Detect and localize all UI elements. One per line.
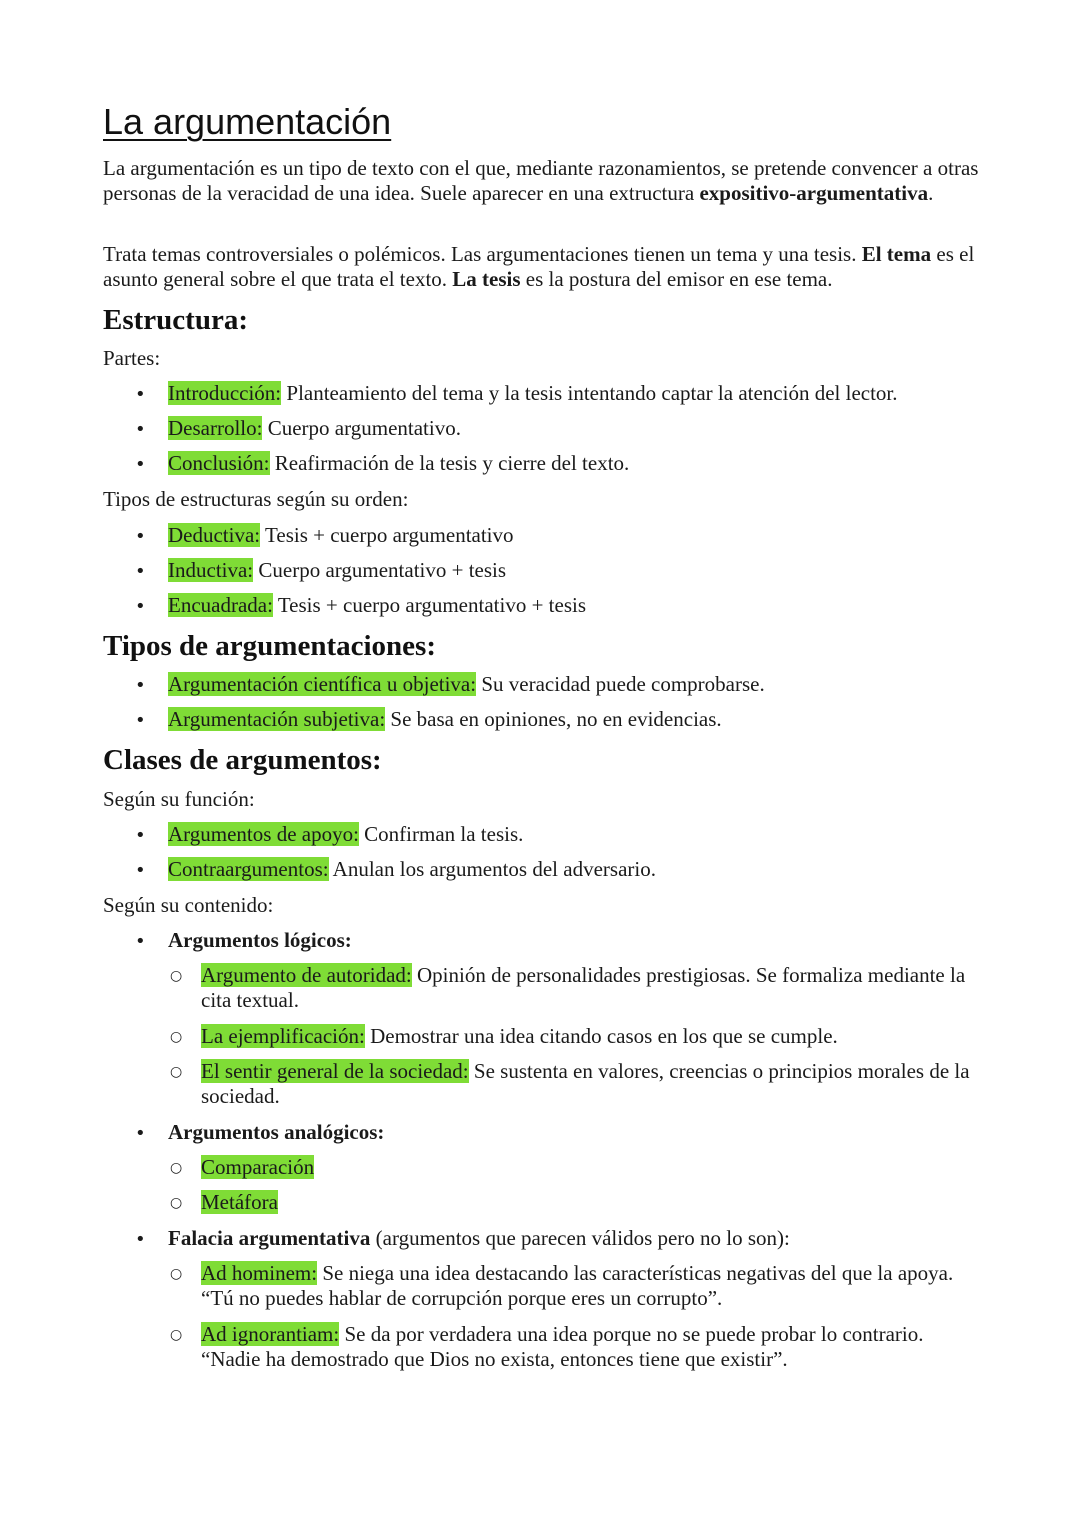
heading-estructura: Estructura:	[103, 304, 248, 336]
highlighted-term: Argumentos de apoyo:	[168, 822, 359, 846]
item-text: Cuerpo argumentativo + tesis	[253, 558, 507, 582]
bullet-icon: •	[135, 1229, 146, 1250]
highlighted-term: Argumento de autoridad:	[201, 963, 412, 987]
list-item	[168, 558, 506, 583]
bold-term-tesis: La tesis	[452, 267, 521, 291]
item-text: Se sustenta en valores, creencias o principios morales de la sociedad.	[201, 1059, 970, 1108]
bullet-icon: •	[135, 1123, 146, 1144]
intro-paragraph-1	[103, 156, 983, 206]
item-text: Tesis + cuerpo argumentativo	[260, 523, 514, 547]
list-item-falacia	[168, 1226, 790, 1251]
list-item	[168, 381, 898, 406]
bold-term: Falacia argumentativa	[168, 1226, 371, 1250]
circle-bullet-icon: ○	[170, 1160, 183, 1176]
highlighted-term: Ad ignorantiam:	[201, 1322, 340, 1346]
list-item-analogicos: Argumentos analógicos:	[168, 1120, 385, 1144]
intro-paragraph-2	[103, 242, 983, 292]
highlighted-term: Argumentación científica u objetiva:	[168, 672, 477, 696]
highlighted-term: Inductiva:	[168, 558, 254, 582]
bullet-icon: •	[135, 419, 146, 440]
bullet-icon: •	[135, 825, 146, 846]
highlighted-term: Encuadrada:	[168, 593, 273, 617]
sub-list-item	[201, 1190, 278, 1215]
intro-text: Trata temas controversiales o polémicos. Las argumentaciones tienen un tema y una tesis.	[103, 242, 862, 266]
highlighted-term: Introducción:	[168, 381, 282, 405]
label-tipos-estructuras: Tipos de estructuras según su orden:	[103, 487, 409, 511]
sub-list-item	[201, 1261, 961, 1311]
circle-bullet-icon: ○	[170, 968, 183, 984]
highlighted-term: Desarrollo:	[168, 416, 263, 440]
label-segun-funcion: Según su función:	[103, 787, 255, 811]
bullet-icon: •	[135, 710, 146, 731]
bullet-icon: •	[135, 561, 146, 582]
item-text: Se basa en opiniones, no en evidencias.	[385, 707, 722, 731]
item-text: Confirman la tesis.	[358, 822, 524, 846]
sub-list-item	[201, 1024, 991, 1049]
item-text: Reafirmación de la tesis y cierre del texto.	[269, 451, 630, 475]
item-text: Demostrar una idea citando casos en los que se cumple.	[364, 1024, 838, 1048]
circle-bullet-icon: ○	[170, 1064, 183, 1080]
page-title: La argumentación	[103, 101, 392, 142]
item-text: Se niega una idea destacando las características negativas del que la apoya. “Tú no puedes hablar de corrupción porque eres un corrupto”.	[201, 1261, 954, 1310]
intro-text: La argumentación es un tipo de texto con el que, mediante razonamientos, se pretende convencer a otras personas de la veracidad de una idea. Suele aparecer en una extructura	[103, 156, 979, 205]
bullet-icon: •	[135, 526, 146, 547]
highlighted-term: Argumentación subjetiva:	[168, 707, 386, 731]
sub-list-item	[201, 1059, 991, 1109]
highlighted-term: Ad hominem:	[201, 1261, 318, 1285]
intro-bold-term: expositivo-argumentativa	[699, 181, 929, 205]
intro-text: es el asunto general sobre el que trata el texto.	[103, 242, 975, 291]
bold-term-tema: El tema	[861, 242, 932, 266]
list-item	[168, 707, 722, 732]
intro-text-end: .	[928, 181, 934, 205]
list-item	[168, 416, 461, 441]
circle-bullet-icon: ○	[170, 1266, 183, 1282]
highlighted-term: La ejemplificación:	[201, 1024, 365, 1048]
list-item-logicos: Argumentos lógicos:	[168, 928, 352, 952]
bullet-icon: •	[135, 454, 146, 475]
list-item	[168, 593, 586, 618]
list-item	[168, 857, 656, 882]
intro-text: es la postura del emisor en ese tema.	[520, 267, 833, 291]
item-text: Anulan los argumentos del adversario.	[328, 857, 656, 881]
item-text: (argumentos que parecen válidos pero no lo son):	[370, 1226, 790, 1250]
heading-clases-argumentos: Clases de argumentos:	[103, 744, 382, 776]
item-text: Tesis + cuerpo argumentativo + tesis	[272, 593, 587, 617]
circle-bullet-icon: ○	[170, 1327, 183, 1343]
heading-tipos-argumentaciones: Tipos de argumentaciones:	[103, 630, 436, 662]
item-text: Planteamiento del tema y la tesis intentando captar la atención del lector.	[281, 381, 898, 405]
bullet-icon: •	[135, 596, 146, 617]
label-segun-contenido: Según su contenido:	[103, 893, 274, 917]
sub-list-item	[201, 963, 991, 1013]
highlighted-term: Metáfora	[201, 1190, 278, 1214]
bullet-icon: •	[135, 384, 146, 405]
list-item	[168, 523, 514, 548]
highlighted-term: Comparación	[201, 1155, 315, 1179]
list-item	[168, 672, 765, 697]
bullet-icon: •	[135, 931, 146, 952]
circle-bullet-icon: ○	[170, 1029, 183, 1045]
sub-list-item	[201, 1322, 971, 1372]
highlighted-term: Deductiva:	[168, 523, 261, 547]
bullet-icon: •	[135, 675, 146, 696]
list-item	[168, 822, 523, 847]
item-text: Su veracidad puede comprobarse.	[476, 672, 765, 696]
circle-bullet-icon: ○	[170, 1195, 183, 1211]
list-item	[168, 451, 629, 476]
item-text: Opinión de personalidades prestigiosas. Se formaliza mediante la cita textual.	[201, 963, 966, 1012]
bullet-icon: •	[135, 860, 146, 881]
highlighted-term: Conclusión:	[168, 451, 270, 475]
label-partes: Partes:	[103, 346, 161, 370]
item-text: Cuerpo argumentativo.	[262, 416, 461, 440]
highlighted-term: El sentir general de la sociedad:	[201, 1059, 469, 1083]
highlighted-term: Contraargumentos:	[168, 857, 329, 881]
item-text: Se da por verdadera una idea porque no se puede probar lo contrario. “Nadie ha demostrado que Dios no exista, entonces tiene que existir”.	[201, 1322, 924, 1371]
sub-list-item	[201, 1155, 314, 1180]
